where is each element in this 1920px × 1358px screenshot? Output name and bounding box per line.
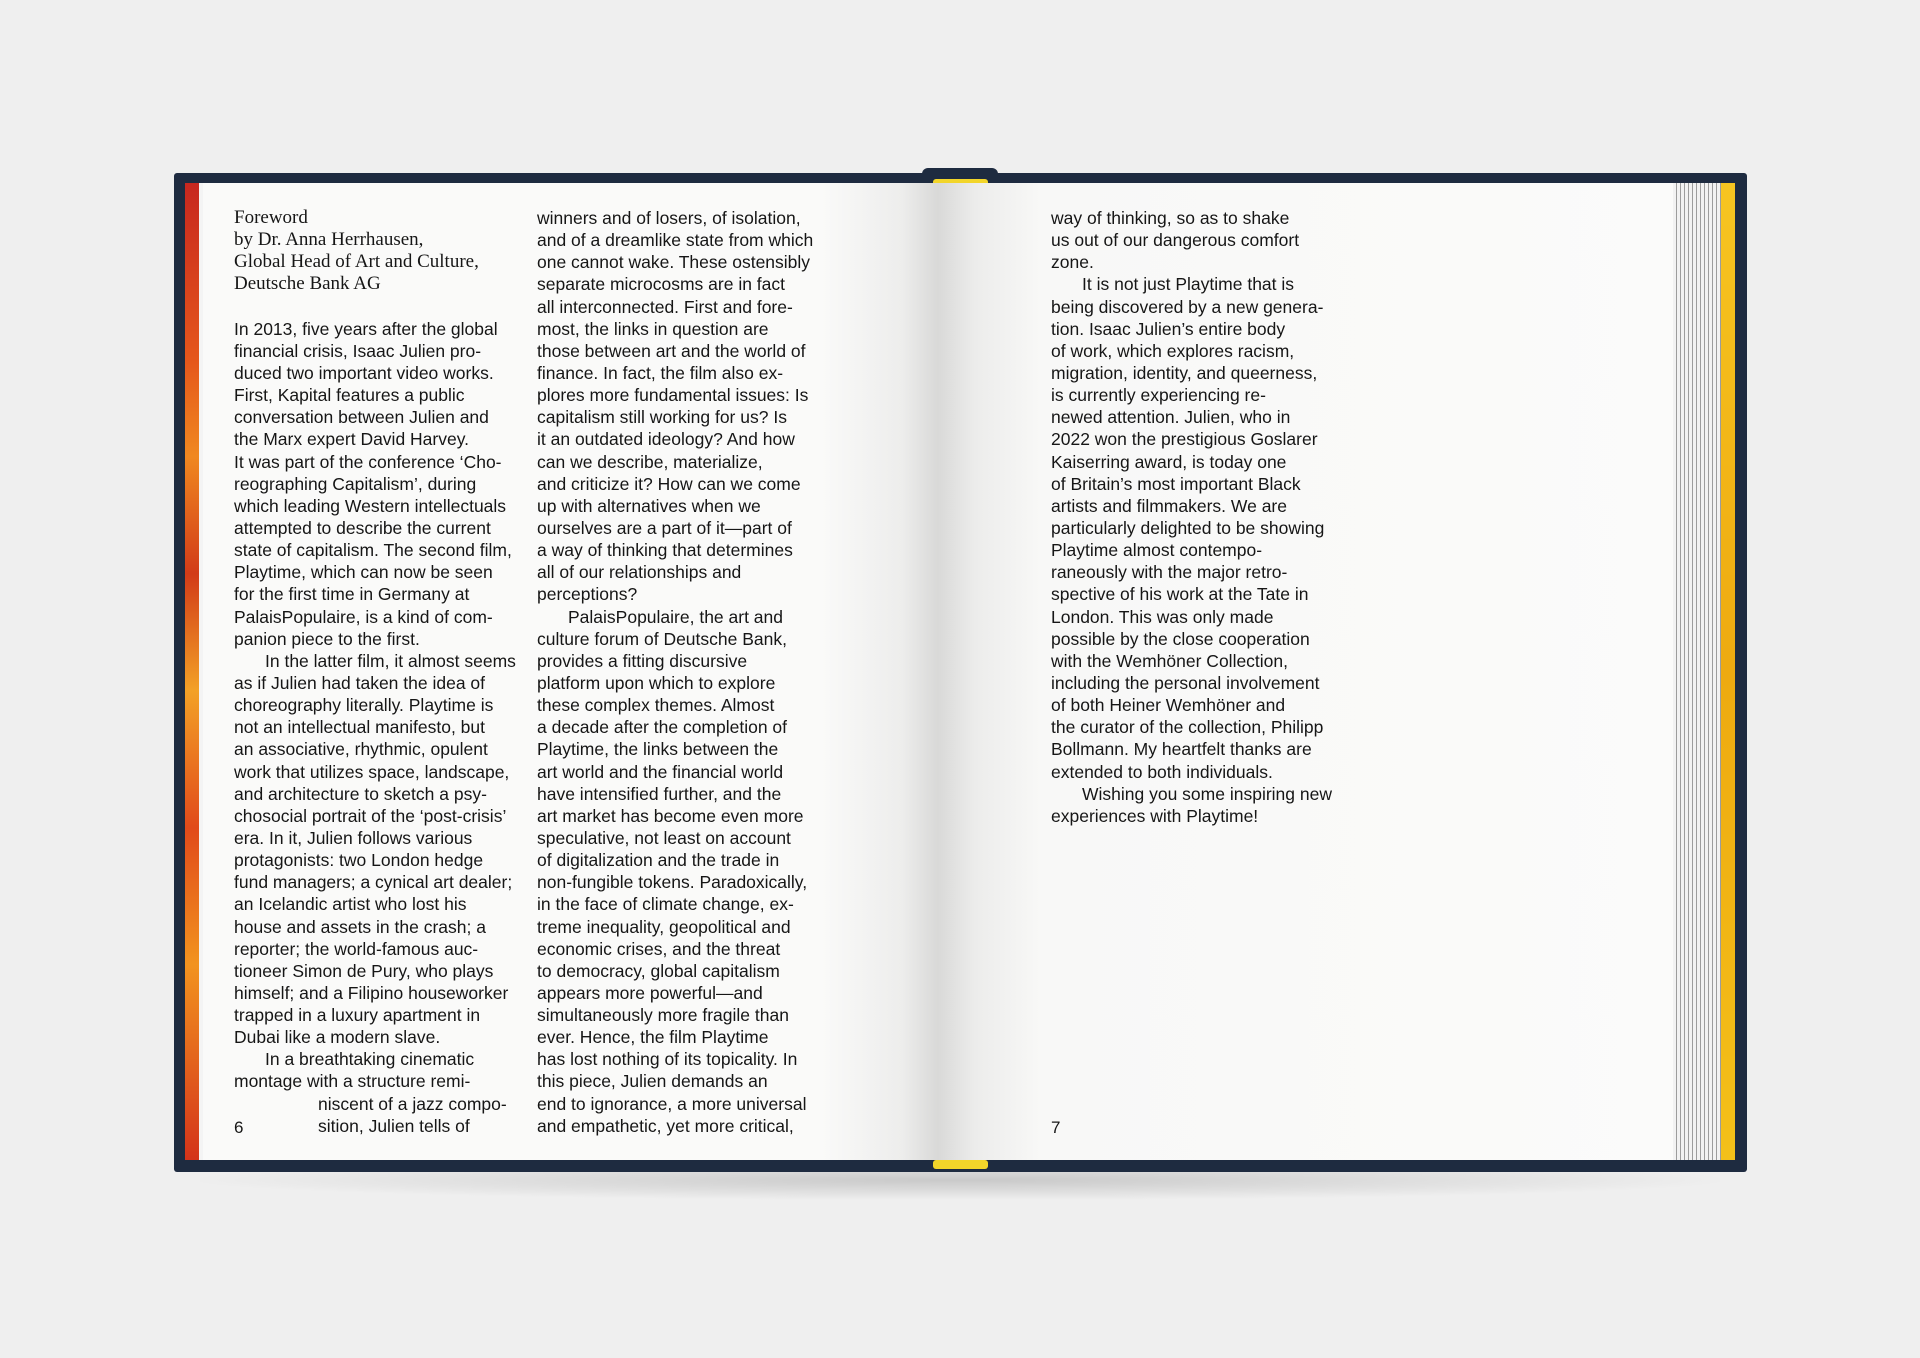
text-line: appears more powerful—and	[537, 982, 763, 1003]
text-line: migration, identity, and queerness,	[1051, 362, 1318, 383]
text-line: chosocial portrait of the ‘post-crisis’	[234, 805, 507, 826]
text-line: not an intellectual manifesto, but	[234, 717, 485, 738]
text-line: raneously with the major retro-	[1051, 562, 1288, 583]
text-line: zone.	[1051, 252, 1094, 273]
text-line: protagonists: two London hedge	[234, 850, 484, 871]
text-line: particularly delighted to be showing	[1051, 517, 1325, 538]
text-line: and empathetic, yet more critical,	[537, 1115, 794, 1136]
text-line: an Icelandic artist who lost his	[234, 894, 467, 915]
headband-bottom	[933, 1160, 988, 1169]
text-line: finance. In fact, the film also ex-	[537, 362, 784, 383]
text-line: winners and of losers, of isolation,	[537, 208, 801, 228]
text-line: and of a dreamlike state from which	[537, 230, 814, 251]
text-line: it an outdated ideology? And how	[537, 429, 795, 450]
text-line: of work, which explores racism,	[1051, 340, 1295, 361]
text-line: work that utilizes space, landscape,	[234, 761, 510, 782]
text-line: up with alternatives when we	[537, 495, 761, 516]
right-column-1	[1051, 207, 1332, 827]
heading-line: Foreword	[234, 207, 308, 228]
text-line: in the face of climate change, ex-	[537, 894, 794, 915]
text-line: In the latter film, it almost seems	[265, 650, 516, 671]
text-line: simultaneously more fragile than	[537, 1005, 789, 1026]
text-line: conversation between Julien and	[234, 407, 489, 428]
text-line: including the personal involvement	[1051, 672, 1320, 693]
text-line: the Marx expert David Harvey.	[234, 429, 470, 450]
text-line: economic crises, and the threat	[537, 938, 781, 959]
text-line: attempted to describe the current	[234, 517, 491, 538]
text-line: art market has become even more	[537, 805, 804, 826]
text-line: Bollmann. My heartfelt thanks are	[1051, 739, 1312, 760]
text-line: way of thinking, so as to shake	[1051, 208, 1290, 228]
text-line: duced two important video works.	[234, 362, 494, 383]
text-line: PalaisPopulaire, the art and	[568, 606, 783, 627]
text-line: these complex themes. Almost	[537, 695, 775, 716]
text-line: can we describe, materialize,	[537, 451, 763, 472]
text-line: a decade after the completion of	[537, 717, 788, 738]
text-line: the curator of the collection, Philipp	[1051, 717, 1324, 738]
text-line: of digitalization and the trade in	[537, 850, 780, 871]
text-line: possible by the close cooperation	[1051, 628, 1310, 649]
text-line: Wishing you some inspiring new	[1082, 783, 1332, 804]
text-line: ourselves are a part of it—part of	[537, 517, 792, 538]
text-line: sition, Julien tells of	[318, 1115, 470, 1136]
text-line: London. This was only made	[1051, 606, 1274, 627]
text-line: First, Kapital features a public	[234, 385, 465, 406]
text-line: us out of our dangerous comfort	[1051, 230, 1300, 251]
heading-gap	[234, 296, 516, 318]
text-line: of both Heiner Wemhöner and	[1051, 695, 1286, 716]
text-line: separate microcosms are in fact	[537, 274, 786, 295]
text-line: perceptions?	[537, 584, 638, 605]
heading-line: Deutsche Bank AG	[234, 273, 381, 295]
text-line: era. In it, Julien follows various	[234, 827, 473, 848]
text-line: niscent of a jazz compo-	[318, 1093, 507, 1114]
text-line: montage with a structure remi-	[234, 1071, 471, 1092]
text-line: Kaiserring award, is today one	[1051, 451, 1287, 472]
text-line: PalaisPopulaire, is a kind of com-	[234, 606, 493, 627]
text-line: and criticize it? How can we come	[537, 473, 801, 494]
text-line: as if Julien had taken the idea of	[234, 672, 486, 693]
text-line: speculative, not least on account	[537, 827, 791, 848]
text-line: 2022 won the prestigious Goslarer	[1051, 429, 1318, 450]
text-line: plores more fundamental issues: Is	[537, 385, 809, 406]
text-line: state of capitalism. The second film,	[234, 540, 512, 561]
text-line: artists and filmmakers. We are	[1051, 495, 1287, 516]
page-stack-edge	[1673, 183, 1721, 1160]
text-line: experiences with Playtime!	[1051, 805, 1259, 826]
text-line: and architecture to sketch a psy-	[234, 783, 487, 804]
text-line: treme inequality, geopolitical and	[537, 916, 791, 937]
text-line: a way of thinking that determines	[537, 540, 793, 561]
text-line: financial crisis, Isaac Julien pro-	[234, 340, 482, 361]
right-page	[938, 183, 1673, 1160]
text-line: It is not just Playtime that is	[1082, 274, 1295, 295]
text-line: end to ignorance, a more universal	[537, 1093, 807, 1114]
text-line: fund managers; a cynical art dealer;	[234, 872, 513, 893]
text-line: ever. Hence, the film Playtime	[537, 1027, 769, 1048]
text-line: of Britain’s most important Black	[1051, 473, 1301, 494]
text-line: Playtime almost contempo-	[1051, 540, 1263, 561]
heading-line: Global Head of Art and Culture,	[234, 251, 479, 273]
text-line: Playtime, which can now be seen	[234, 562, 493, 583]
text-line: tion. Isaac Julien’s entire body	[1051, 318, 1286, 339]
text-line: non-fungible tokens. Paradoxically,	[537, 872, 808, 893]
text-line: newed attention. Julien, who in	[1051, 407, 1291, 428]
text-line: panion piece to the first.	[234, 628, 420, 649]
text-line: himself; and a Filipino houseworker	[234, 982, 509, 1003]
text-line: with the Wemhöner Collection,	[1051, 650, 1289, 671]
text-line: which leading Western intellectuals	[234, 495, 507, 516]
text-line: Playtime, the links between the	[537, 739, 779, 760]
text-line: spective of his work at the Tate in	[1051, 584, 1309, 605]
text-line: an associative, rhythmic, opulent	[234, 739, 488, 760]
text-line: has lost nothing of its topicality. In	[537, 1049, 798, 1070]
text-line: tioneer Simon de Pury, who plays	[234, 960, 494, 981]
text-line: trapped in a luxury apartment in	[234, 1005, 481, 1026]
left-column-2	[537, 207, 813, 1137]
left-column-1	[234, 207, 516, 1137]
text-line: culture forum of Deutsche Bank,	[537, 628, 787, 649]
text-line: choreography literally. Playtime is	[234, 695, 494, 716]
text-line: In 2013, five years after the global	[234, 318, 498, 339]
text-line: It was part of the conference ‘Cho-	[234, 451, 502, 472]
text-line: all interconnected. First and fore-	[537, 296, 793, 317]
text-line: most, the links in question are	[537, 318, 769, 339]
text-line: house and assets in the crash; a	[234, 916, 486, 937]
text-line: provides a fitting discursive	[537, 650, 748, 671]
text-line: have intensified further, and the	[537, 783, 782, 804]
text-line: art world and the financial world	[537, 761, 784, 782]
page-number: 7	[1051, 1118, 1061, 1137]
text-line: Dubai like a modern slave.	[234, 1027, 441, 1048]
text-line: this piece, Julien demands an	[537, 1071, 768, 1092]
text-line: to democracy, global capitalism	[537, 960, 780, 981]
page-number: 6	[234, 1118, 244, 1137]
text-line: being discovered by a new genera-	[1051, 296, 1324, 317]
text-line: extended to both individuals.	[1051, 761, 1273, 782]
text-line: those between art and the world of	[537, 340, 806, 361]
heading-line: by Dr. Anna Herrhausen,	[234, 229, 424, 251]
page-edge-left-print	[185, 183, 199, 1160]
text-line: reporter; the world-famous auc-	[234, 938, 479, 959]
left-page	[203, 183, 939, 1160]
text-line: is currently experiencing re-	[1051, 385, 1266, 406]
text-line: reographing Capitalism’, during	[234, 473, 477, 494]
text-line: one cannot wake. These ostensibly	[537, 252, 811, 273]
text-line: platform upon which to explore	[537, 672, 776, 693]
page-edge-right-print	[1721, 183, 1735, 1160]
text-line: for the first time in Germany at	[234, 584, 470, 605]
text-line: capitalism still working for us? Is	[537, 407, 787, 428]
text-line: In a breathtaking cinematic	[265, 1049, 475, 1070]
text-line: all of our relationships and	[537, 562, 742, 583]
